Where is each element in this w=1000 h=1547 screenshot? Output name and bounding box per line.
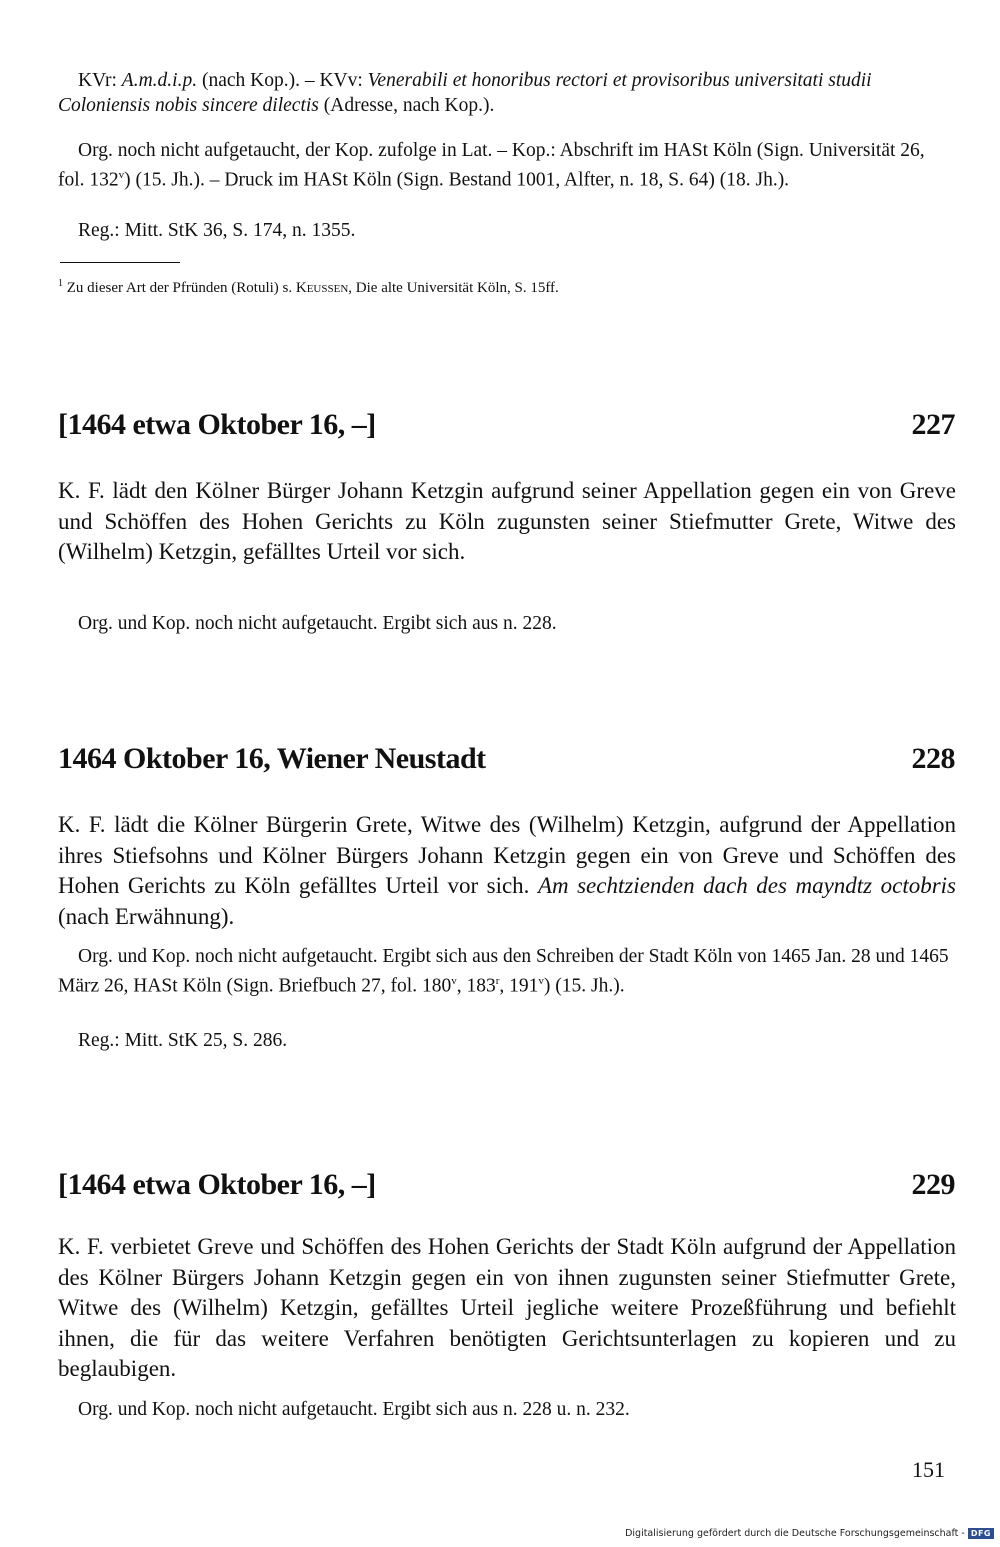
org-line: Org. noch nicht aufgetaucht, der Kop. zufolge in Lat. – Kop.: Abschrift im HASt Köln (Sign. Universität 26, fol. 132 bbox=[58, 140, 925, 191]
footnote-marker: 1 bbox=[58, 278, 63, 289]
kvr-after: (nach Kop.). – KVv: bbox=[201, 70, 363, 91]
entry-228-note-b: , 183 bbox=[456, 975, 496, 997]
entry-227-date: [1464 etwa Oktober 16, –] bbox=[58, 408, 376, 441]
entry-229-heading bbox=[58, 1168, 955, 1202]
entry-227-heading bbox=[58, 408, 955, 442]
entry-228-note-c: , 191 bbox=[499, 975, 539, 997]
entry-228-number: 228 bbox=[911, 742, 955, 775]
kv-paragraph bbox=[58, 68, 956, 118]
entry-229-number: 229 bbox=[911, 1168, 955, 1201]
entry-228-sup-2: r bbox=[495, 975, 500, 987]
page-number: 151 bbox=[912, 1457, 945, 1482]
footnote-text: Zu dieser Art der Pfründen (Rotuli) s. bbox=[66, 280, 293, 296]
org-line-2: ) (15. Jh.). – Druck im HASt Köln (Sign. Bestand 1001, Alfter, n. 18, S. 64) (18. Jh.). bbox=[124, 169, 790, 191]
entry-228-sup-1: v bbox=[451, 975, 457, 987]
entry-229-note: Org. und Kop. noch nicht aufgetaucht. Ergibt sich aus n. 228 u. n. 232. bbox=[78, 1399, 630, 1420]
entry-229-date: [1464 etwa Oktober 16, –] bbox=[58, 1168, 376, 1201]
reg-line: Reg.: Mitt. StK 36, S. 174, n. 1355. bbox=[78, 220, 356, 241]
kvr-text: A.m.d.i.p. bbox=[121, 70, 198, 91]
entry-228-body-text: K. F. lädt die Kölner Bürgerin Grete, Witwe des (Wilhelm) Ketzgin, aufgrund der Appellation ihres Stiefsohns und Kölner Bürgers Johann Ketzgin gegen ein von Greve und Schöffen des Hohen Gerichts zu Köln gefälltes Urteil vor sich. bbox=[58, 812, 956, 898]
footnote-rule bbox=[60, 262, 180, 263]
entry-228-note-d: ) (15. Jh.). bbox=[543, 975, 625, 997]
entry-227-body: K. F. lädt den Kölner Bürger Johann Ketzgin aufgrund seiner Appellation gegen ein von Greve und Schöffen des Hohen Gerichts zu Köln zugunsten seiner Stiefmutter Grete, Witwe des (Wilhelm) Ketzgin, gefälltes Urteil vor sich. bbox=[58, 478, 956, 564]
org-sup: v bbox=[118, 169, 125, 181]
entry-228-heading bbox=[58, 742, 955, 776]
dfg-logo: DFG bbox=[968, 1528, 994, 1539]
entry-227-number: 227 bbox=[911, 408, 955, 441]
entry-229-body: K. F. verbietet Greve und Schöffen des Hohen Gerichts der Stadt Köln aufgrund der Appellation des Kölner Bürgers Johann Ketzgin gegen ein von ihnen zugunsten seiner Stiefmutter Grete, Witwe des (Wilhelm) Ketzgin, gefälltes Urteil jegliche weitere Prozeßführung und befiehlt ihnen, die für das weitere Verfahren benötigten Gerichtsunterlagen zu kopieren und zu beglaubigen. bbox=[58, 1234, 956, 1381]
entry-228-note bbox=[58, 944, 956, 999]
entry-228-body-after: (nach Erwähnung). bbox=[58, 903, 235, 929]
footnote-text-after: , Die alte Universität Köln, S. 15ff. bbox=[348, 280, 559, 296]
entry-228-date: 1464 Oktober 16, Wiener Neustadt bbox=[58, 742, 486, 775]
entry-228-body-quote: Am sechtzienden dach des mayndtz octobris bbox=[537, 873, 957, 898]
digitization-footer bbox=[625, 1528, 994, 1539]
footer-text: Digitalisierung gefördert durch die Deutsche Forschungsgemeinschaft - bbox=[625, 1528, 965, 1539]
kvv-text: Venerabili et honoribus rectori et provisoribus universitati studii Coloniensis nobis sincere dilectis bbox=[58, 70, 872, 116]
entry-228-body bbox=[58, 810, 956, 932]
entry-228-note-a: Org. und Kop. noch nicht aufgetaucht. Ergibt sich aus den Schreiben der Stadt Köln von 1465 Jan. 28 und 1465 März 26, HASt Köln (Sign. Briefbuch 27, fol. 180 bbox=[58, 946, 949, 997]
footnote-author: Keussen bbox=[295, 280, 349, 296]
entry-227-note: Org. und Kop. noch nicht aufgetaucht. Ergibt sich aus n. 228. bbox=[78, 613, 557, 634]
footnote bbox=[58, 274, 956, 298]
org-paragraph bbox=[58, 138, 956, 193]
kvv-after: (Adresse, nach Kop.). bbox=[323, 95, 495, 116]
entry-228-sup-3: v bbox=[538, 975, 544, 987]
kvr-label: KVr: bbox=[78, 70, 117, 91]
entry-228-reg: Reg.: Mitt. StK 25, S. 286. bbox=[78, 1030, 288, 1051]
